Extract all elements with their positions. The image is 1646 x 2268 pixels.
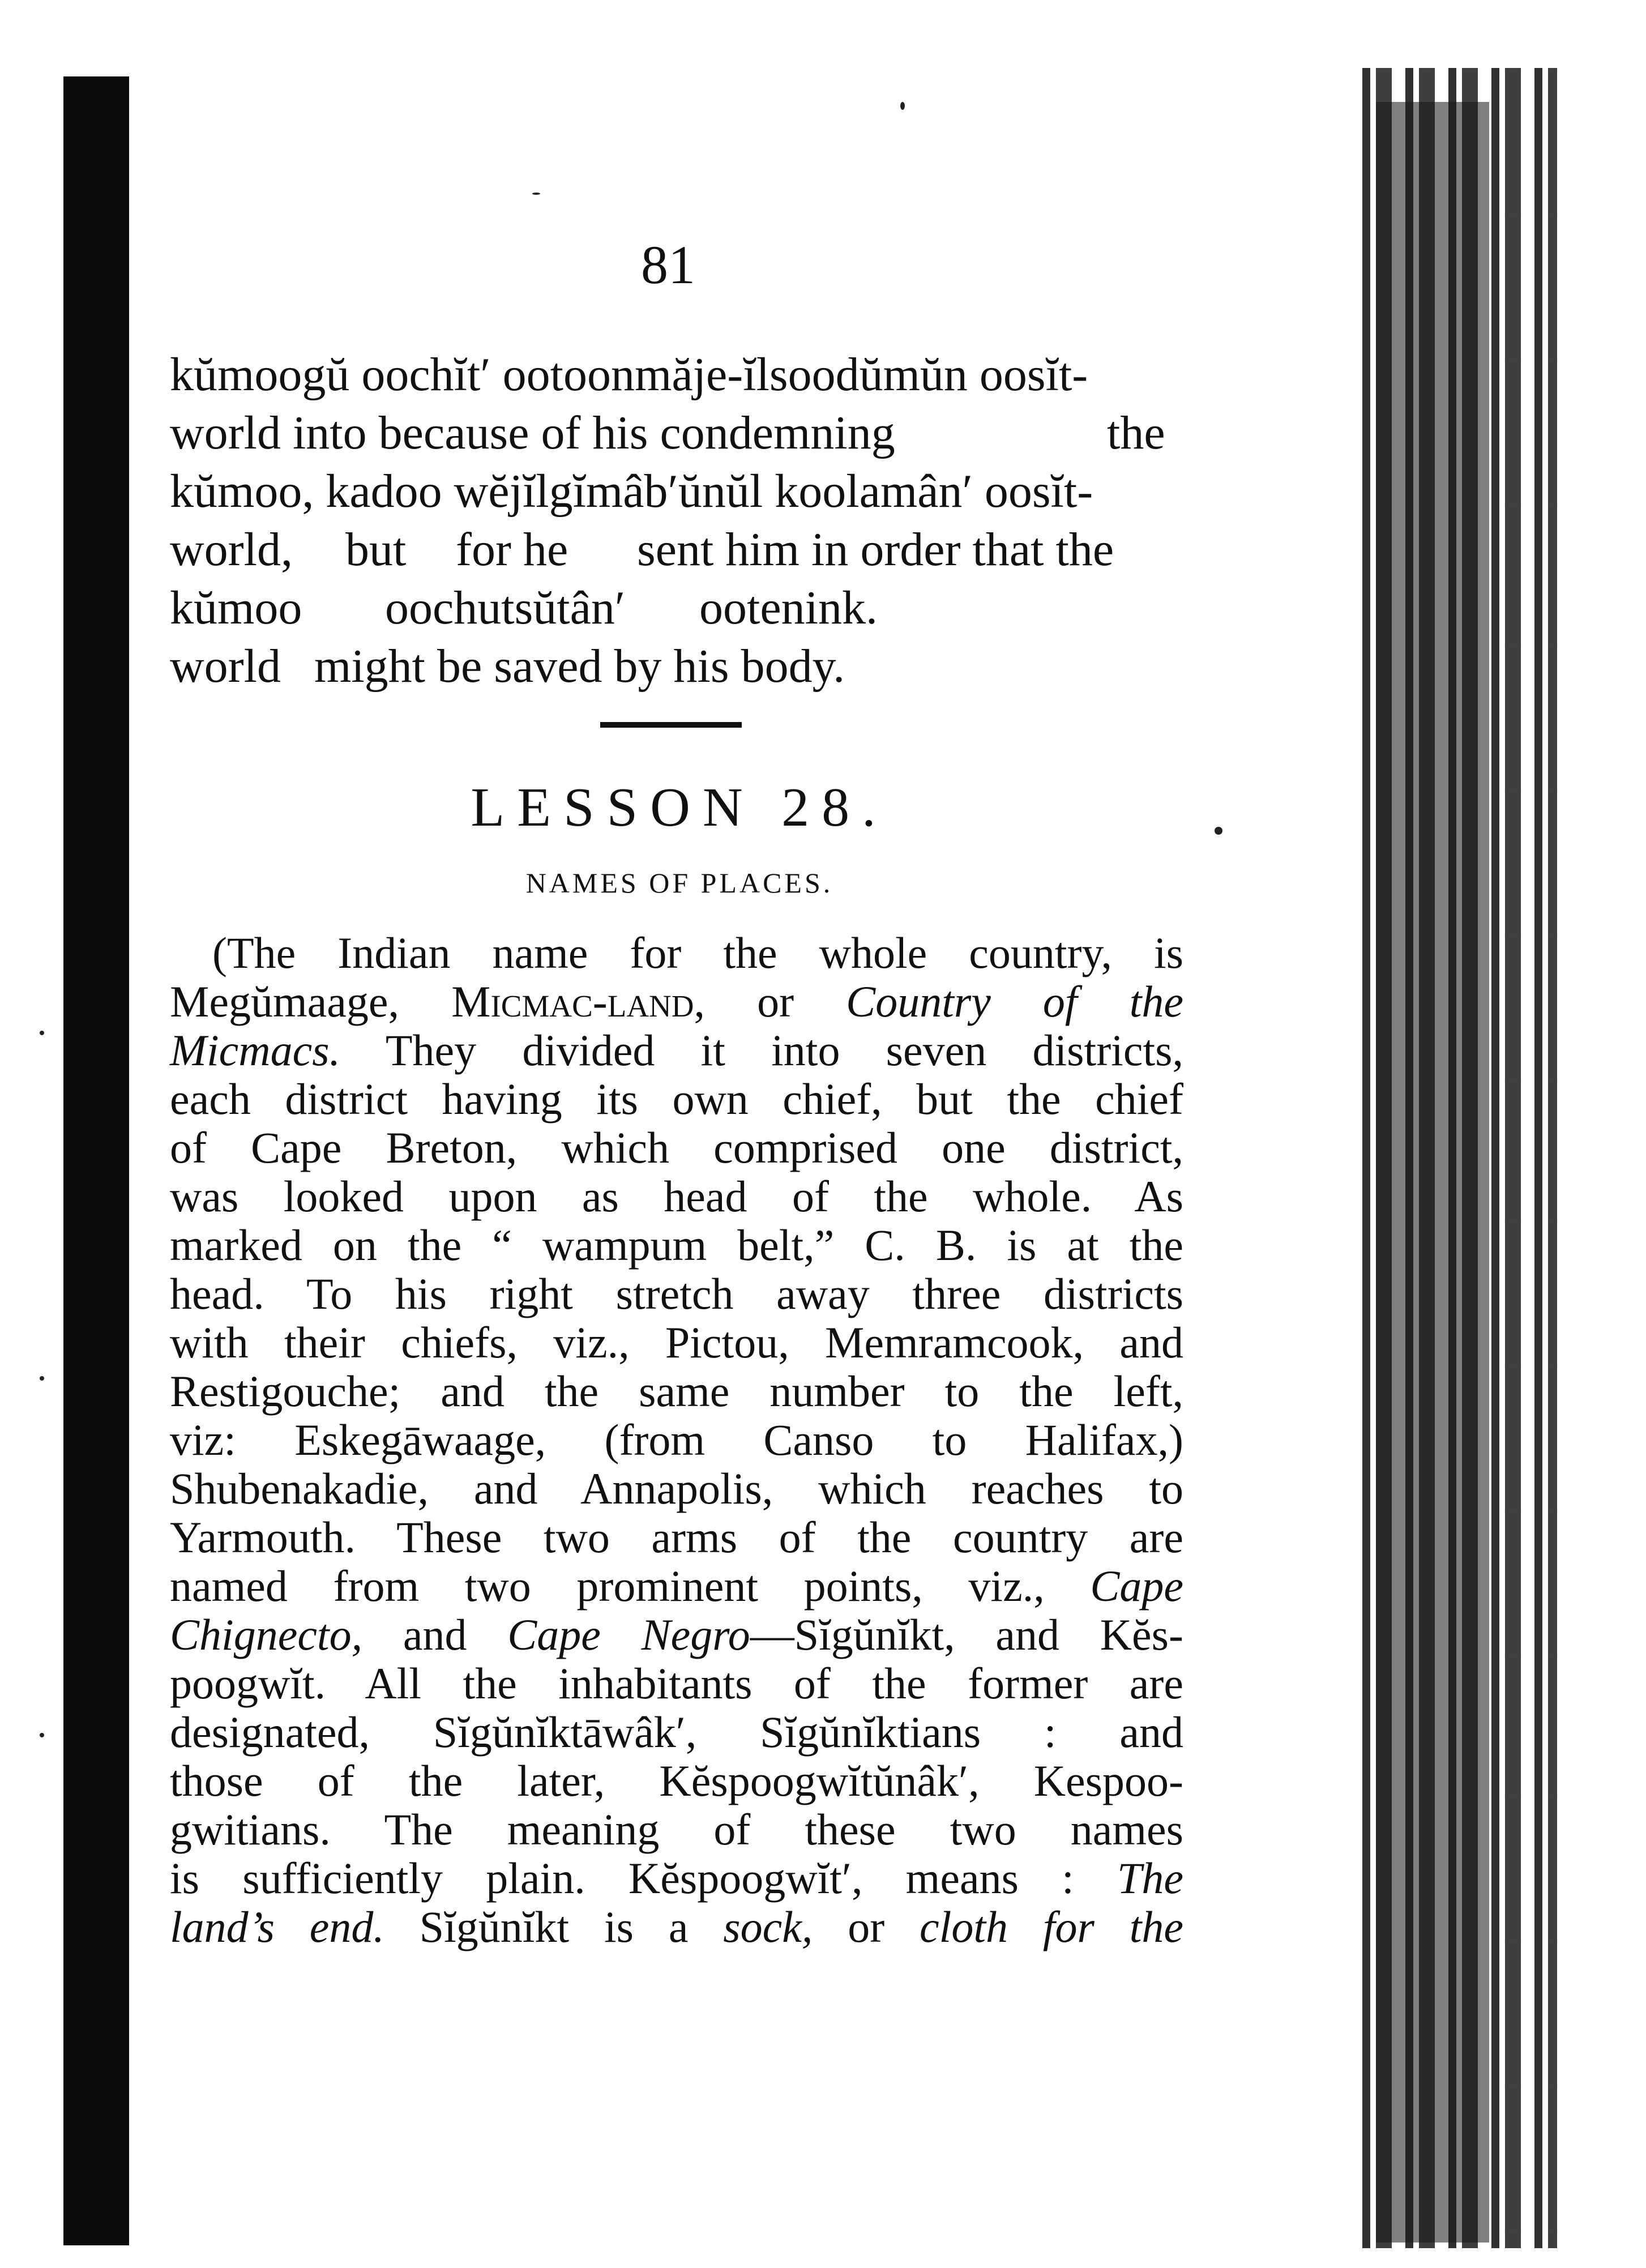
text-run: They divided it into seven districts,: [340, 1026, 1183, 1075]
italic-text-run: sock,: [723, 1902, 813, 1951]
body-text-line: [170, 1416, 1183, 1464]
text-run: of Cape Breton, which comprised one district,: [170, 1123, 1183, 1172]
text-run: named from two prominent points, viz.,: [170, 1561, 1091, 1611]
interlinear-segment: ootenink.: [699, 582, 878, 634]
body-text-line: [170, 1221, 1183, 1270]
body-text-line: [170, 1270, 1183, 1318]
interlinear-line: [170, 345, 1189, 404]
text-run: Yarmouth. These two arms of the country are: [170, 1513, 1183, 1562]
text-run: (The Indian name for the whole country, is: [212, 928, 1183, 977]
scan-speck: [40, 1733, 44, 1737]
interlinear-line: [170, 637, 1189, 695]
interlinear-segment: kŭmoo: [170, 582, 302, 634]
text-run: those of the later, Kĕspoogwĭtŭnâk′, Kespoo-: [170, 1756, 1183, 1805]
interlinear-segment: might be saved by his body.: [314, 640, 845, 693]
interlinear-segment: the: [1107, 407, 1165, 459]
italic-text-run: Micmacs.: [170, 1026, 341, 1075]
text-run: Sĭgŭnĭkt is a: [384, 1902, 724, 1951]
interlinear-segment: but: [345, 523, 407, 576]
body-text-line: [170, 1464, 1183, 1513]
body-text-line: [170, 1708, 1183, 1757]
interlinear-segment: sent him in order that the: [637, 523, 1114, 576]
body-text-line: [170, 929, 1183, 977]
scan-speck: [900, 102, 905, 110]
body-text-line: [170, 1903, 1183, 1951]
lesson-subtitle: NAMES OF PLACES.: [525, 867, 833, 899]
italic-text-run: Chignecto,: [170, 1610, 363, 1659]
page-edge-shadow: [1376, 102, 1489, 2243]
body-text-line: [170, 1172, 1183, 1221]
page-number: 81: [641, 234, 695, 295]
scan-speck: [40, 1031, 44, 1035]
small-caps-text-run: Micmac-land: [451, 977, 694, 1026]
interlinear-translation: [170, 345, 1189, 695]
lesson-body: [170, 929, 1183, 1951]
body-text-line: [170, 1367, 1183, 1416]
text-run: with their chiefs, viz., Pictou, Memramcook, and: [170, 1318, 1183, 1367]
text-run: head. To his right stretch away three districts: [170, 1269, 1183, 1318]
interlinear-line: [170, 404, 1189, 462]
interlinear-segment: world: [170, 640, 281, 693]
section-divider: [600, 722, 742, 728]
body-text-line: [170, 1562, 1183, 1611]
body-text-line: [170, 1124, 1183, 1172]
text-run: poogwĭt. All the inhabitants of the former are: [170, 1659, 1183, 1708]
italic-text-run: Country of the: [846, 977, 1183, 1026]
body-text-line: [170, 1659, 1183, 1708]
body-text-line: [170, 1026, 1183, 1075]
body-text-line: [170, 1757, 1183, 1805]
interlinear-line: [170, 520, 1189, 579]
body-text-line: [170, 1854, 1183, 1903]
text-run: Megŭmaage,: [170, 977, 452, 1026]
interlinear-segment: kŭmoo, kadoo wĕjĭlgĭmâb′ŭnŭl koolamân′ oosĭt-: [170, 465, 1093, 518]
text-run: —Sĭgŭnĭkt, and Kĕs-: [750, 1610, 1183, 1659]
italic-text-run: Cape Negro: [507, 1610, 750, 1659]
body-text-line: [170, 1611, 1183, 1659]
italic-text-run: Cape: [1090, 1561, 1183, 1611]
interlinear-segment: kŭmoogŭ oochĭt′ ootoonmăje-ĭlsoodŭmŭn oosĭt-: [170, 348, 1088, 401]
lesson-title: LESSON 28.: [471, 777, 888, 838]
body-text-line: [170, 977, 1183, 1026]
italic-text-run: The: [1117, 1853, 1183, 1903]
text-run: Restigouche; and the same number to the left,: [170, 1366, 1183, 1416]
text-run: or: [813, 1902, 920, 1951]
text-run: , or: [694, 977, 846, 1026]
interlinear-line: [170, 579, 1189, 637]
body-text-line: [170, 1075, 1183, 1124]
text-run: and: [362, 1610, 508, 1659]
italic-text-run: land’s end.: [170, 1902, 384, 1951]
text-run: each district having its own chief, but the chief: [170, 1074, 1183, 1124]
interlinear-line: [170, 462, 1189, 520]
body-text-line: [170, 1805, 1183, 1854]
page-gutter-shadow: [63, 76, 129, 2245]
text-run: was looked upon as head of the whole. As: [170, 1172, 1183, 1221]
text-run: Shubenakadie, and Annapolis, which reaches to: [170, 1464, 1183, 1513]
text-run: is sufficiently plain. Kĕspoogwĭt′, means :: [170, 1853, 1117, 1903]
text-run: gwitians. The meaning of these two names: [170, 1805, 1183, 1854]
body-text-line: [170, 1318, 1183, 1367]
body-text-line: [170, 1513, 1183, 1562]
text-run: marked on the “ wampum belt,” C. B. is at the: [170, 1220, 1183, 1270]
text-run: designated, Sĭgŭnĭktāwâk′, Sĭgŭnĭktians : and: [170, 1707, 1183, 1757]
interlinear-segment: for he: [456, 523, 568, 576]
interlinear-segment: world into because of his condemning: [170, 407, 895, 459]
interlinear-segment: world,: [170, 523, 293, 576]
italic-text-run: cloth for the: [920, 1902, 1183, 1951]
interlinear-segment: oochutsŭtân′: [385, 582, 626, 634]
text-run: viz: Eskegāwaage, (from Canso to Halifax,): [170, 1415, 1183, 1464]
scan-speck: [1215, 827, 1222, 835]
scan-speck: [40, 1376, 44, 1381]
scan-speck: [532, 193, 540, 195]
